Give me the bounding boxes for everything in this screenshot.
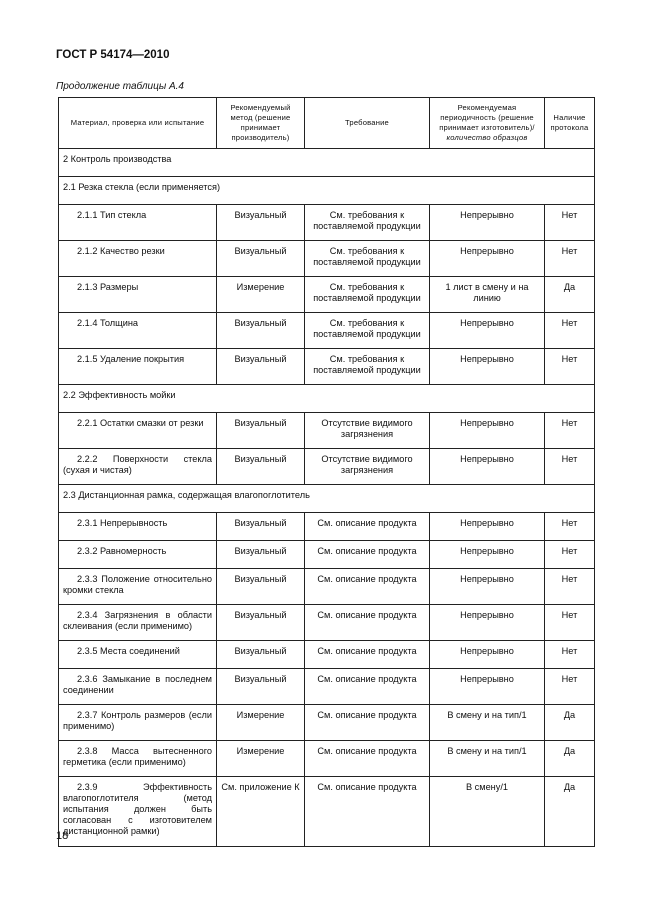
table-row [59, 641, 595, 669]
table-row [59, 705, 595, 741]
periodicity-cell: Непрерывно [430, 449, 545, 485]
method-cell: См. приложение К [217, 777, 305, 847]
section-title: 2.1 Резка стекла (если применяется) [59, 177, 595, 205]
page-number: 18 [56, 830, 69, 842]
periodicity-cell: Непрерывно [430, 669, 545, 705]
requirements-table [58, 97, 595, 847]
protocol-cell: Да [545, 777, 595, 847]
col-header-method: Рекомендуемый метод (решение принимает производитель) [217, 98, 305, 149]
method-cell: Измерение [217, 277, 305, 313]
protocol-cell: Нет [545, 349, 595, 385]
protocol-cell: Нет [545, 541, 595, 569]
item-cell: 2.3.5 Места соединений [59, 641, 217, 669]
periodicity-cell: Непрерывно [430, 541, 545, 569]
periodicity-cell: Непрерывно [430, 313, 545, 349]
requirement-cell: См. описание продукта [305, 513, 430, 541]
periodicity-cell: Непрерывно [430, 413, 545, 449]
table-row [59, 605, 595, 641]
table-row [59, 513, 595, 541]
protocol-cell: Нет [545, 413, 595, 449]
requirement-cell: См. описание продукта [305, 541, 430, 569]
document-header: ГОСТ Р 54174—2010 [56, 49, 170, 61]
periodicity-italic-text: количество образцов [446, 133, 528, 142]
col-header-material: Материал, проверка или испытание [59, 98, 217, 149]
requirement-cell: См. требования к поставляемой продукции [305, 205, 430, 241]
table-row [59, 277, 595, 313]
method-cell: Визуальный [217, 669, 305, 705]
protocol-cell: Нет [545, 569, 595, 605]
protocol-cell: Нет [545, 605, 595, 641]
item-cell: 2.1.4 Толщина [59, 313, 217, 349]
col-header-protocol: Наличие протокола [545, 98, 595, 149]
method-cell: Измерение [217, 705, 305, 741]
periodicity-cell: Непрерывно [430, 241, 545, 277]
col-header-periodicity [430, 98, 545, 149]
periodicity-cell: Непрерывно [430, 349, 545, 385]
item-cell: 2.1.3 Размеры [59, 277, 217, 313]
method-cell: Визуальный [217, 313, 305, 349]
table-row [59, 741, 595, 777]
method-cell: Визуальный [217, 569, 305, 605]
item-cell: 2.3.1 Непрерывность [59, 513, 217, 541]
table-caption: Продолжение таблицы А.4 [56, 81, 184, 92]
method-cell: Визуальный [217, 205, 305, 241]
table-row [59, 777, 595, 847]
periodicity-cell: Непрерывно [430, 605, 545, 641]
protocol-cell: Да [545, 741, 595, 777]
requirement-cell: См. описание продукта [305, 569, 430, 605]
table-row [59, 349, 595, 385]
requirement-cell: См. описание продукта [305, 605, 430, 641]
table-row [59, 205, 595, 241]
table-row [59, 241, 595, 277]
requirement-cell: См. требования к поставляемой продукции [305, 349, 430, 385]
periodicity-cell: Непрерывно [430, 641, 545, 669]
table-row [59, 569, 595, 605]
periodicity-cell: В смену/1 [430, 777, 545, 847]
item-cell: 2.3.6 Замыкание в последнем соединении [59, 669, 217, 705]
table-row [59, 541, 595, 569]
item-cell: 2.2.2 Поверхности стекла (сухая и чистая) [59, 449, 217, 485]
item-cell: 2.3.8 Масса вытесненного герметика (если применимо) [59, 741, 217, 777]
periodicity-cell: Непрерывно [430, 569, 545, 605]
method-cell: Визуальный [217, 605, 305, 641]
section-row [59, 177, 595, 205]
item-cell: 2.3.7 Контроль размеров (если применимо) [59, 705, 217, 741]
section-title: 2.2 Эффективность мойки [59, 385, 595, 413]
item-cell: 2.1.1 Тип стекла [59, 205, 217, 241]
item-cell: 2.1.5 Удаление покрытия [59, 349, 217, 385]
method-cell: Визуальный [217, 513, 305, 541]
periodicity-cell: Непрерывно [430, 205, 545, 241]
method-cell: Визуальный [217, 449, 305, 485]
requirement-cell: Отсутствие видимого загрязнения [305, 413, 430, 449]
table-row [59, 449, 595, 485]
periodicity-cell: В смену и на тип/1 [430, 705, 545, 741]
requirement-cell: См. описание продукта [305, 705, 430, 741]
method-cell: Визуальный [217, 241, 305, 277]
protocol-cell: Да [545, 705, 595, 741]
requirement-cell: См. описание продукта [305, 741, 430, 777]
col-header-requirement: Требование [305, 98, 430, 149]
requirement-cell: См. описание продукта [305, 641, 430, 669]
section-title: 2 Контроль производства [59, 149, 595, 177]
item-cell: 2.3.9 Эффективность влагопоглотителя (метод испытания должен быть согласован с изготовителем дистанционной рамки) [59, 777, 217, 847]
method-cell: Визуальный [217, 641, 305, 669]
protocol-cell: Нет [545, 449, 595, 485]
table-row [59, 313, 595, 349]
item-cell: 2.3.3 Положение относительно кромки стекла [59, 569, 217, 605]
protocol-cell: Нет [545, 241, 595, 277]
periodicity-cell: В смену и на тип/1 [430, 741, 545, 777]
requirement-cell: См. описание продукта [305, 669, 430, 705]
item-cell: 2.3.2 Равномерность [59, 541, 217, 569]
requirement-cell: См. требования к поставляемой продукции [305, 241, 430, 277]
protocol-cell: Нет [545, 513, 595, 541]
periodicity-text: Рекомендуемая периодичность (решение принимает изготовитель)/ [439, 103, 535, 132]
item-cell: 2.2.1 Остатки смазки от резки [59, 413, 217, 449]
item-cell: 2.3.4 Загрязнения в области склеивания (если применимо) [59, 605, 217, 641]
section-row [59, 149, 595, 177]
protocol-cell: Нет [545, 641, 595, 669]
section-title: 2.3 Дистанционная рамка, содержащая влагопоглотитель [59, 485, 595, 513]
method-cell: Измерение [217, 741, 305, 777]
section-row [59, 485, 595, 513]
table-row [59, 413, 595, 449]
requirement-cell: См. описание продукта [305, 777, 430, 847]
periodicity-cell: Непрерывно [430, 513, 545, 541]
protocol-cell: Нет [545, 313, 595, 349]
protocol-cell: Нет [545, 669, 595, 705]
table-row [59, 669, 595, 705]
method-cell: Визуальный [217, 349, 305, 385]
periodicity-cell: 1 лист в смену и на линию [430, 277, 545, 313]
item-cell: 2.1.2 Качество резки [59, 241, 217, 277]
section-row [59, 385, 595, 413]
protocol-cell: Нет [545, 205, 595, 241]
method-cell: Визуальный [217, 541, 305, 569]
requirement-cell: Отсутствие видимого загрязнения [305, 449, 430, 485]
requirement-cell: См. требования к поставляемой продукции [305, 277, 430, 313]
table-header-row [59, 98, 595, 149]
protocol-cell: Да [545, 277, 595, 313]
requirement-cell: См. требования к поставляемой продукции [305, 313, 430, 349]
method-cell: Визуальный [217, 413, 305, 449]
